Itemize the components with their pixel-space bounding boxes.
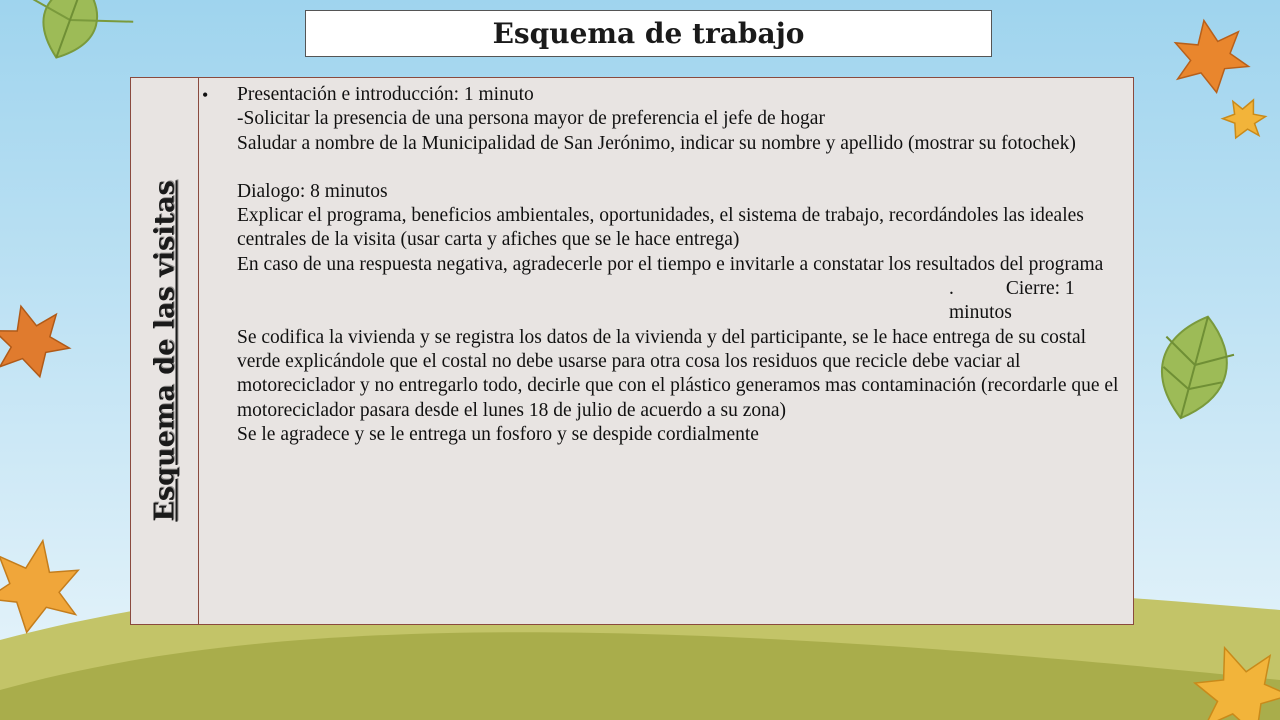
section-presentation: Presentación e introducción: 1 minuto (237, 84, 534, 105)
spacer (237, 156, 1125, 180)
text-line: En caso de una respuesta negativa, agradecerle por el tiempo e invitarle a constatar los resultados del programa (237, 253, 1104, 275)
text-line: -Solicitar la presencia de una persona mayor de preferencia el jefe de hogar (237, 108, 825, 130)
text-line: Explicar el programa, beneficios ambientales, oportunidades, el sistema de trabajo, recordándoles las ideales centrales de la visita (usar carta y afiches que se le hace entrega) (237, 205, 1084, 251)
cierre-label: Cierre: 1 minutos (949, 278, 1075, 324)
section-dialogo: Dialogo: 8 minutos (237, 180, 388, 202)
text-line: Se le agradece y se le entrega un fosforo y se despide cordialmente (237, 423, 759, 445)
schedule-table (130, 77, 1134, 625)
text-line: Se codifica la vivienda y se registra los datos de la vivienda y del participante, se le hace entrega de su costal verde explicándole que el costal no debe usarse para otra cosa los residuos que recicle debe vaciar al motoreciclador y no entregarlo todo, decirle que con el plástico generamos mas contaminación (recordarle que el motoreciclador pasara desde el lunes 18 de julio de acuerdo a su zona) (237, 326, 1119, 421)
section-cierre (237, 277, 1125, 326)
bullet-marker: • (202, 85, 209, 105)
page-title: Esquema de trabajo (492, 17, 805, 50)
title-box (305, 10, 992, 57)
cierre-dot: . (949, 278, 954, 300)
text-line: Saludar a nombre de la Municipalidad de San Jerónimo, indicar su nombre y apellido (mostrar su fotochek) (237, 132, 1076, 154)
side-label-cell (131, 78, 199, 624)
content-cell (199, 78, 1133, 624)
side-label: Esquema de las visitas (149, 180, 180, 522)
